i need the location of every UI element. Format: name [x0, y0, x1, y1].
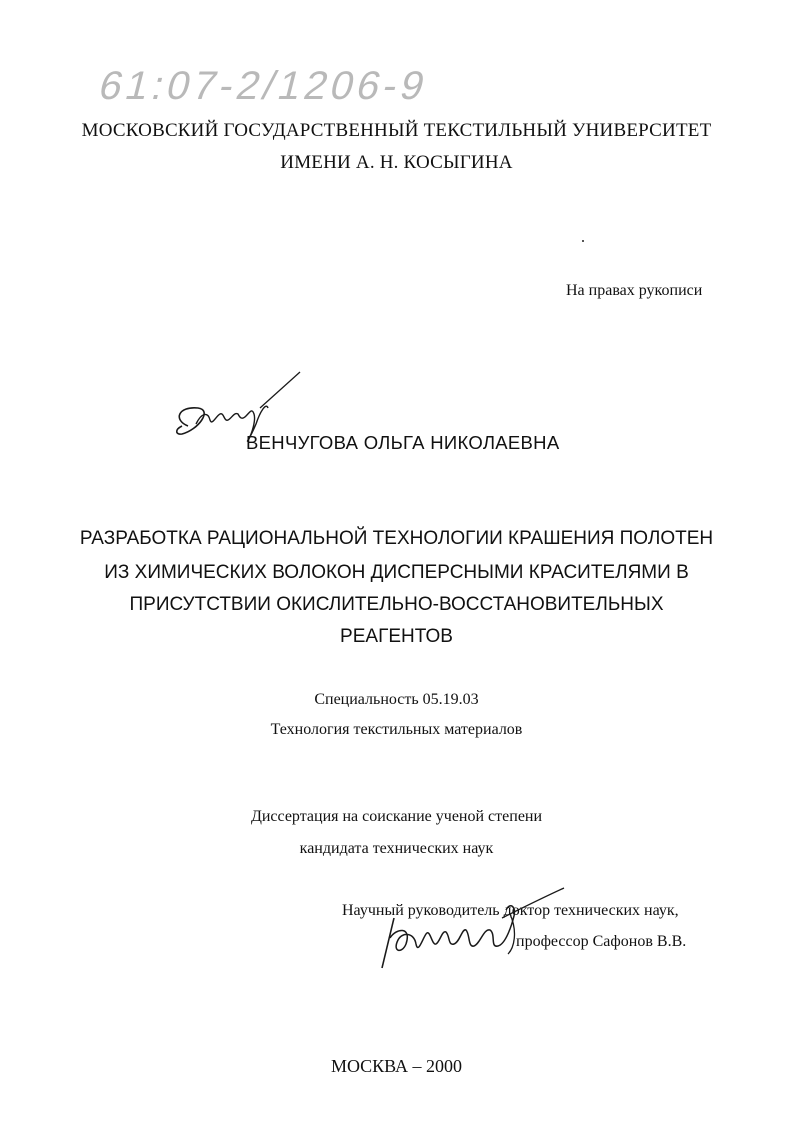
university-name-line2: ИМЕНИ А. Н. КОСЫГИНА [280, 152, 513, 173]
title-line-3: ПРИСУТСТВИИ ОКИСЛИТЕЛЬНО-ВОССТАНОВИТЕЛЬНЫХ [129, 594, 664, 615]
specialty-code: Специальность 05.19.03 [314, 691, 479, 708]
supervisor-name: профессор Сафонов В.В. [516, 933, 687, 950]
university-name-line1: МОСКОВСКИЙ ГОСУДАРСТВЕННЫЙ ТЕКСТИЛЬНЫЙ УНИВЕРСИТЕТ [81, 120, 712, 141]
supervisor-title: Научный руководитель доктор технических наук, [342, 902, 679, 919]
degree-line-1: Диссертация на соискание ученой степени [250, 808, 543, 825]
degree-line-2: кандидата технических наук [299, 840, 494, 857]
author-name: ВЕНЧУГОВА ОЛЬГА НИКОЛАЕВНА [246, 432, 560, 453]
city-year: МОСКВА – 2000 [330, 1056, 463, 1076]
specialty-name: Технология текстильных материалов [270, 721, 523, 738]
speck [582, 240, 584, 242]
title-line-2: ИЗ ХИМИЧЕСКИХ ВОЛОКОН ДИСПЕРСНЫМИ КРАСИТЕЛЯМИ В [104, 562, 689, 583]
title-line-4: РЕАГЕНТОВ [340, 626, 453, 647]
supervisor-signature [372, 888, 572, 972]
rights-note: На правах рукописи [566, 282, 703, 299]
title-line-1: РАЗРАБОТКА РАЦИОНАЛЬНОЙ ТЕХНОЛОГИИ КРАШЕНИЯ ПОЛОТЕН [79, 528, 714, 549]
archive-stamp: 61:07-2/1206-9 [94, 64, 433, 108]
